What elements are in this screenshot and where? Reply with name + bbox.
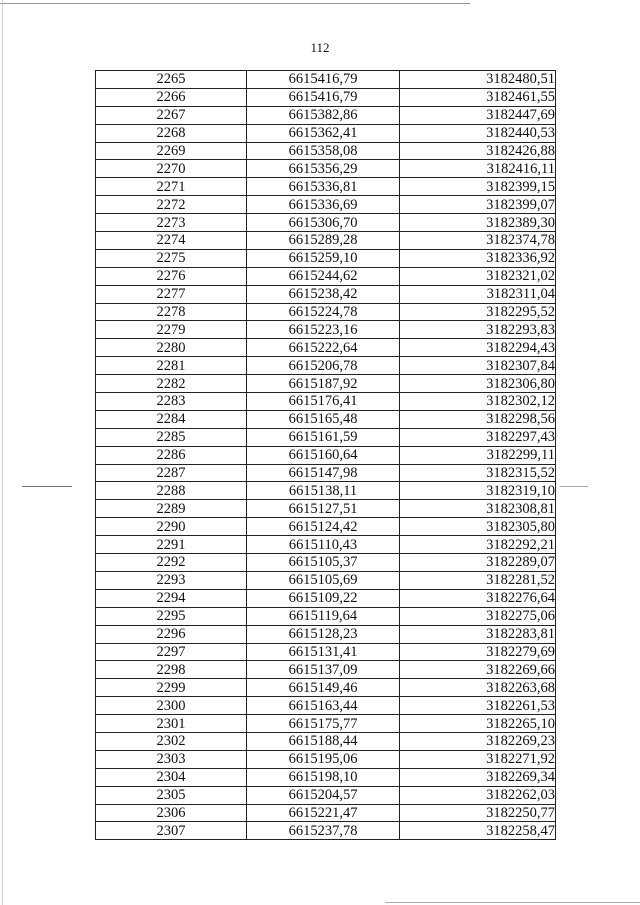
point-number-cell: 2298 xyxy=(96,661,247,679)
point-number-cell: 2281 xyxy=(96,357,247,375)
coordinates-table xyxy=(95,70,556,840)
x-coordinate-cell: 6615356,29 xyxy=(247,160,400,178)
scan-margin-mark-left xyxy=(22,486,72,487)
y-coordinate-cell: 3182336,92 xyxy=(400,249,556,267)
table-row xyxy=(96,142,556,160)
table-row xyxy=(96,732,556,750)
x-coordinate-cell: 6615175,77 xyxy=(247,715,400,733)
y-coordinate-cell: 3182295,52 xyxy=(400,303,556,321)
y-coordinate-cell: 3182297,43 xyxy=(400,428,556,446)
table-row xyxy=(96,679,556,697)
table-row xyxy=(96,607,556,625)
x-coordinate-cell: 6615187,92 xyxy=(247,375,400,393)
table-row xyxy=(96,214,556,232)
scan-margin-mark-right xyxy=(560,486,588,487)
x-coordinate-cell: 6615224,78 xyxy=(247,303,400,321)
x-coordinate-cell: 6615336,81 xyxy=(247,178,400,196)
coordinates-table-body xyxy=(96,71,556,840)
point-number-cell: 2272 xyxy=(96,196,247,214)
x-coordinate-cell: 6615204,57 xyxy=(247,786,400,804)
point-number-cell: 2291 xyxy=(96,536,247,554)
y-coordinate-cell: 3182399,15 xyxy=(400,178,556,196)
table-row xyxy=(96,71,556,89)
y-coordinate-cell: 3182281,52 xyxy=(400,571,556,589)
y-coordinate-cell: 3182292,21 xyxy=(400,536,556,554)
x-coordinate-cell: 6615244,62 xyxy=(247,267,400,285)
x-coordinate-cell: 6615110,43 xyxy=(247,536,400,554)
x-coordinate-cell: 6615165,48 xyxy=(247,410,400,428)
table-row xyxy=(96,804,556,822)
point-number-cell: 2286 xyxy=(96,446,247,464)
x-coordinate-cell: 6615128,23 xyxy=(247,625,400,643)
x-coordinate-cell: 6615109,22 xyxy=(247,589,400,607)
scan-top-edge-line xyxy=(0,3,470,4)
x-coordinate-cell: 6615105,69 xyxy=(247,571,400,589)
point-number-cell: 2266 xyxy=(96,88,247,106)
table-row xyxy=(96,339,556,357)
table-row xyxy=(96,357,556,375)
x-coordinate-cell: 6615131,41 xyxy=(247,643,400,661)
table-row xyxy=(96,160,556,178)
table-row xyxy=(96,428,556,446)
table-row xyxy=(96,178,556,196)
scan-bottom-edge-line xyxy=(385,902,640,903)
point-number-cell: 2285 xyxy=(96,428,247,446)
point-number-cell: 2277 xyxy=(96,285,247,303)
x-coordinate-cell: 6615176,41 xyxy=(247,393,400,411)
y-coordinate-cell: 3182283,81 xyxy=(400,625,556,643)
y-coordinate-cell: 3182311,04 xyxy=(400,285,556,303)
y-coordinate-cell: 3182302,12 xyxy=(400,393,556,411)
point-number-cell: 2274 xyxy=(96,232,247,250)
y-coordinate-cell: 3182293,83 xyxy=(400,321,556,339)
point-number-cell: 2293 xyxy=(96,571,247,589)
x-coordinate-cell: 6615259,10 xyxy=(247,249,400,267)
x-coordinate-cell: 6615124,42 xyxy=(247,518,400,536)
table-row xyxy=(96,303,556,321)
point-number-cell: 2282 xyxy=(96,375,247,393)
table-row xyxy=(96,410,556,428)
y-coordinate-cell: 3182265,10 xyxy=(400,715,556,733)
y-coordinate-cell: 3182269,23 xyxy=(400,732,556,750)
table-row xyxy=(96,661,556,679)
point-number-cell: 2306 xyxy=(96,804,247,822)
point-number-cell: 2279 xyxy=(96,321,247,339)
y-coordinate-cell: 3182321,02 xyxy=(400,267,556,285)
y-coordinate-cell: 3182276,64 xyxy=(400,589,556,607)
table-row xyxy=(96,285,556,303)
y-coordinate-cell: 3182319,10 xyxy=(400,482,556,500)
y-coordinate-cell: 3182389,30 xyxy=(400,214,556,232)
x-coordinate-cell: 6615147,98 xyxy=(247,464,400,482)
x-coordinate-cell: 6615306,70 xyxy=(247,214,400,232)
point-number-cell: 2294 xyxy=(96,589,247,607)
point-number-cell: 2296 xyxy=(96,625,247,643)
y-coordinate-cell: 3182275,06 xyxy=(400,607,556,625)
x-coordinate-cell: 6615382,86 xyxy=(247,106,400,124)
y-coordinate-cell: 3182299,11 xyxy=(400,446,556,464)
table-row xyxy=(96,643,556,661)
point-number-cell: 2297 xyxy=(96,643,247,661)
point-number-cell: 2292 xyxy=(96,554,247,572)
x-coordinate-cell: 6615358,08 xyxy=(247,142,400,160)
table-row xyxy=(96,375,556,393)
table-row xyxy=(96,482,556,500)
table-row xyxy=(96,786,556,804)
table-row xyxy=(96,393,556,411)
table-row xyxy=(96,267,556,285)
y-coordinate-cell: 3182250,77 xyxy=(400,804,556,822)
x-coordinate-cell: 6615223,16 xyxy=(247,321,400,339)
x-coordinate-cell: 6615416,79 xyxy=(247,71,400,89)
table-row xyxy=(96,518,556,536)
x-coordinate-cell: 6615221,47 xyxy=(247,804,400,822)
point-number-cell: 2288 xyxy=(96,482,247,500)
x-coordinate-cell: 6615206,78 xyxy=(247,357,400,375)
table-row xyxy=(96,88,556,106)
y-coordinate-cell: 3182258,47 xyxy=(400,822,556,840)
y-coordinate-cell: 3182480,51 xyxy=(400,71,556,89)
y-coordinate-cell: 3182315,52 xyxy=(400,464,556,482)
y-coordinate-cell: 3182269,66 xyxy=(400,661,556,679)
point-number-cell: 2269 xyxy=(96,142,247,160)
y-coordinate-cell: 3182271,92 xyxy=(400,750,556,768)
point-number-cell: 2271 xyxy=(96,178,247,196)
y-coordinate-cell: 3182440,53 xyxy=(400,124,556,142)
y-coordinate-cell: 3182416,11 xyxy=(400,160,556,178)
table-row xyxy=(96,625,556,643)
y-coordinate-cell: 3182307,84 xyxy=(400,357,556,375)
point-number-cell: 2265 xyxy=(96,71,247,89)
point-number-cell: 2267 xyxy=(96,106,247,124)
x-coordinate-cell: 6615161,59 xyxy=(247,428,400,446)
x-coordinate-cell: 6615362,41 xyxy=(247,124,400,142)
y-coordinate-cell: 3182374,78 xyxy=(400,232,556,250)
x-coordinate-cell: 6615163,44 xyxy=(247,697,400,715)
y-coordinate-cell: 3182289,07 xyxy=(400,554,556,572)
table-row xyxy=(96,500,556,518)
table-row xyxy=(96,589,556,607)
x-coordinate-cell: 6615336,69 xyxy=(247,196,400,214)
point-number-cell: 2283 xyxy=(96,393,247,411)
y-coordinate-cell: 3182308,81 xyxy=(400,500,556,518)
table-row xyxy=(96,446,556,464)
point-number-cell: 2284 xyxy=(96,410,247,428)
x-coordinate-cell: 6615238,42 xyxy=(247,285,400,303)
point-number-cell: 2305 xyxy=(96,786,247,804)
table-row xyxy=(96,554,556,572)
y-coordinate-cell: 3182298,56 xyxy=(400,410,556,428)
table-row xyxy=(96,124,556,142)
page-number: 112 xyxy=(310,40,330,55)
table-row xyxy=(96,697,556,715)
table-row xyxy=(96,715,556,733)
table-row xyxy=(96,321,556,339)
point-number-cell: 2287 xyxy=(96,464,247,482)
point-number-cell: 2268 xyxy=(96,124,247,142)
x-coordinate-cell: 6615222,64 xyxy=(247,339,400,357)
y-coordinate-cell: 3182305,80 xyxy=(400,518,556,536)
x-coordinate-cell: 6615137,09 xyxy=(247,661,400,679)
x-coordinate-cell: 6615149,46 xyxy=(247,679,400,697)
point-number-cell: 2278 xyxy=(96,303,247,321)
table-row xyxy=(96,249,556,267)
y-coordinate-cell: 3182261,53 xyxy=(400,697,556,715)
table-row xyxy=(96,464,556,482)
x-coordinate-cell: 6615416,79 xyxy=(247,88,400,106)
table-row xyxy=(96,232,556,250)
point-number-cell: 2275 xyxy=(96,249,247,267)
point-number-cell: 2302 xyxy=(96,732,247,750)
y-coordinate-cell: 3182279,69 xyxy=(400,643,556,661)
y-coordinate-cell: 3182399,07 xyxy=(400,196,556,214)
point-number-cell: 2301 xyxy=(96,715,247,733)
table-row xyxy=(96,571,556,589)
point-number-cell: 2304 xyxy=(96,768,247,786)
point-number-cell: 2295 xyxy=(96,607,247,625)
y-coordinate-cell: 3182269,34 xyxy=(400,768,556,786)
table-row xyxy=(96,822,556,840)
x-coordinate-cell: 6615105,37 xyxy=(247,554,400,572)
point-number-cell: 2289 xyxy=(96,500,247,518)
table-row xyxy=(96,536,556,554)
point-number-cell: 2300 xyxy=(96,697,247,715)
table-row xyxy=(96,750,556,768)
y-coordinate-cell: 3182263,68 xyxy=(400,679,556,697)
y-coordinate-cell: 3182447,69 xyxy=(400,106,556,124)
table-row xyxy=(96,196,556,214)
x-coordinate-cell: 6615289,28 xyxy=(247,232,400,250)
y-coordinate-cell: 3182461,55 xyxy=(400,88,556,106)
x-coordinate-cell: 6615195,06 xyxy=(247,750,400,768)
x-coordinate-cell: 6615127,51 xyxy=(247,500,400,518)
y-coordinate-cell: 3182426,88 xyxy=(400,142,556,160)
table-row xyxy=(96,106,556,124)
x-coordinate-cell: 6615138,11 xyxy=(247,482,400,500)
table-row xyxy=(96,768,556,786)
scan-left-edge-line xyxy=(2,0,3,905)
point-number-cell: 2290 xyxy=(96,518,247,536)
point-number-cell: 2303 xyxy=(96,750,247,768)
point-number-cell: 2280 xyxy=(96,339,247,357)
x-coordinate-cell: 6615198,10 xyxy=(247,768,400,786)
x-coordinate-cell: 6615188,44 xyxy=(247,732,400,750)
y-coordinate-cell: 3182306,80 xyxy=(400,375,556,393)
point-number-cell: 2299 xyxy=(96,679,247,697)
y-coordinate-cell: 3182262,03 xyxy=(400,786,556,804)
y-coordinate-cell: 3182294,43 xyxy=(400,339,556,357)
x-coordinate-cell: 6615160,64 xyxy=(247,446,400,464)
point-number-cell: 2307 xyxy=(96,822,247,840)
point-number-cell: 2270 xyxy=(96,160,247,178)
point-number-cell: 2273 xyxy=(96,214,247,232)
x-coordinate-cell: 6615119,64 xyxy=(247,607,400,625)
point-number-cell: 2276 xyxy=(96,267,247,285)
x-coordinate-cell: 6615237,78 xyxy=(247,822,400,840)
